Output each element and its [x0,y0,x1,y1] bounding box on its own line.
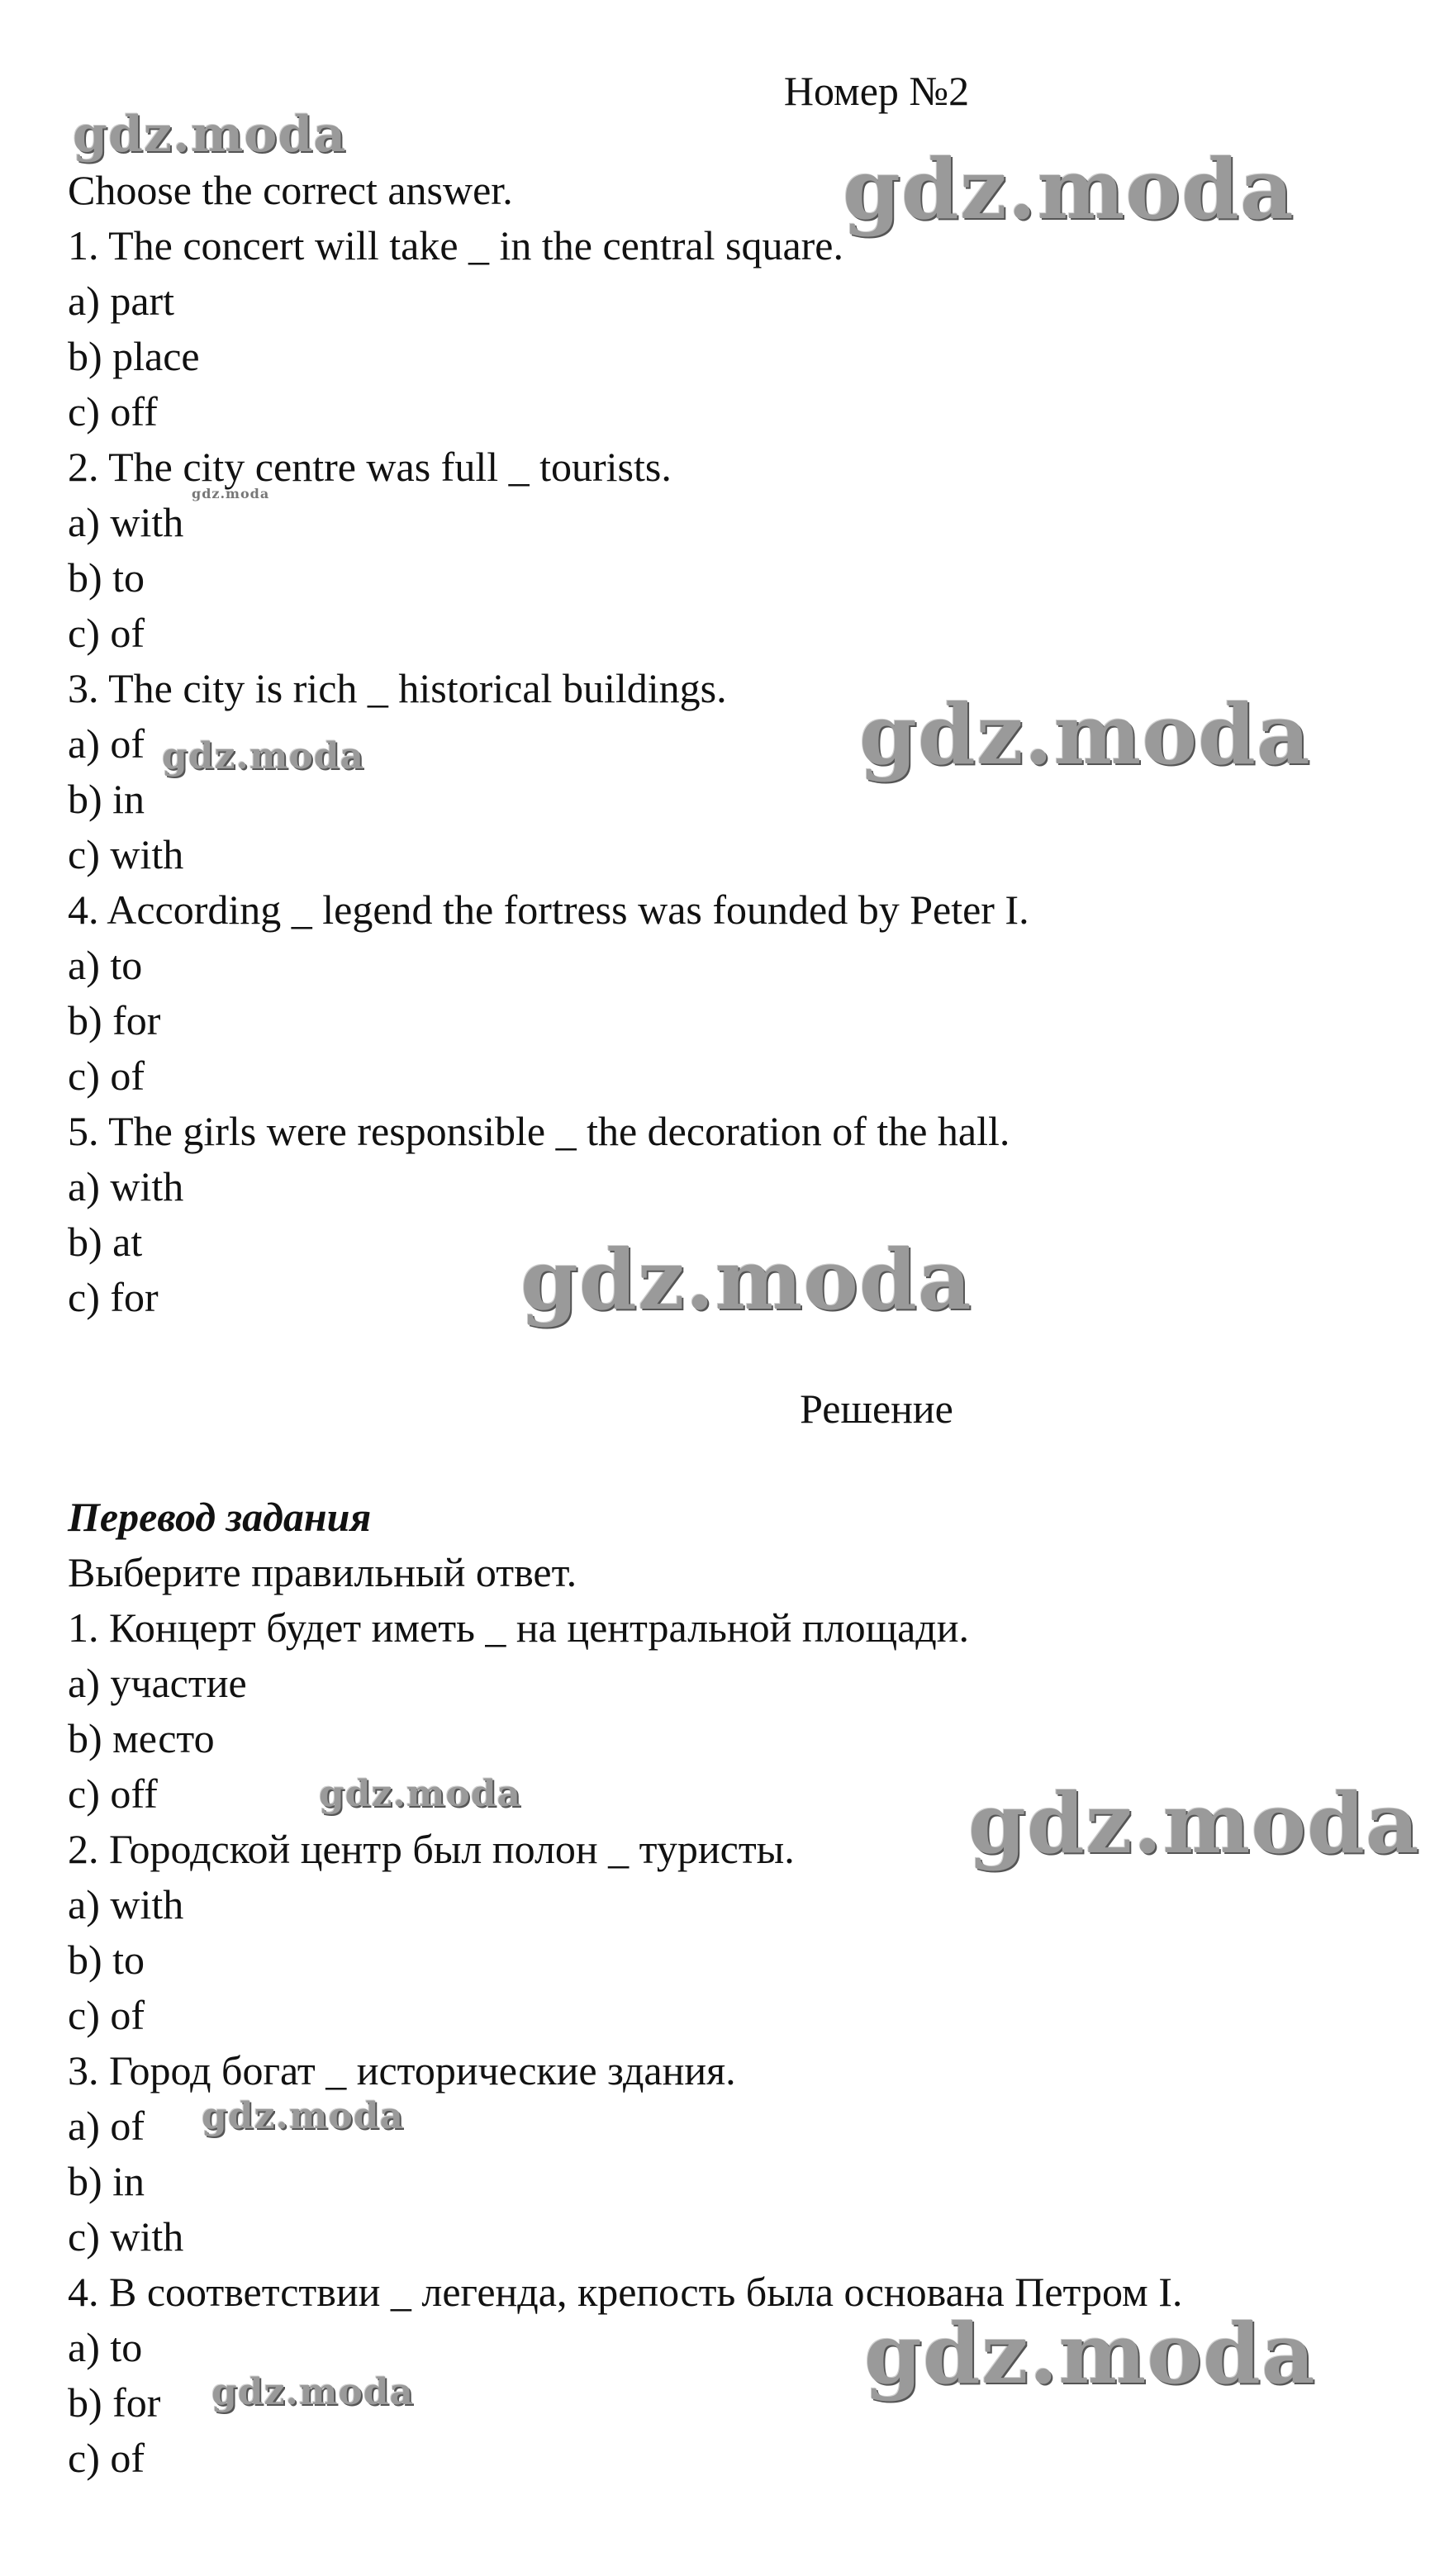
option-2a: a) with [68,499,184,545]
watermark: gdz.moda [202,2095,405,2137]
watermark: gdz.moda [211,2371,415,2413]
option-5c: c) for [68,1274,159,1320]
option-4b: b) for [68,997,161,1043]
watermark: gdz.moda [520,1231,972,1328]
tr-option-2c: c) of [68,1992,145,2038]
watermark: gdz.moda [843,140,1295,238]
tr-option-1b: b) место [68,1715,215,1761]
option-1b: b) place [68,333,200,379]
watermark: gdz.moda [968,1775,1420,1872]
option-2c: c) of [68,610,145,656]
tr-option-3c: c) with [68,2213,184,2260]
translation-instruction: Выберите правильный ответ. [68,1549,577,1595]
translation-heading: Перевод задания [68,1494,372,1540]
solution-heading: Решение [800,1385,953,1432]
tr-question-4: 4. В соответствии _ легенда, крепость была основана Петром I. [68,2269,1183,2315]
option-1c: c) off [68,388,158,435]
option-3a: a) of [68,720,145,767]
watermark: gdz.moda [859,686,1311,783]
page-title: Номер №2 [783,68,970,114]
question-1: 1. The concert will take _ in the central square. [68,222,843,269]
tr-option-3a: a) of [68,2103,145,2149]
question-3: 3. The city is rich _ historical buildings. [68,665,727,711]
option-1a: a) part [68,278,175,324]
watermark: gdz.moda [192,486,270,501]
tr-option-4a: a) to [68,2324,143,2370]
tr-option-2b: b) to [68,1937,145,1983]
task-instruction: Choose the correct answer. [68,167,513,213]
tr-option-2a: a) with [68,1881,184,1927]
tr-option-1c: c) off [68,1770,158,1817]
option-4a: a) to [68,942,143,988]
tr-option-1a: a) участие [68,1660,247,1706]
watermark: gdz.moda [73,106,347,164]
tr-option-4b: b) for [68,2379,161,2426]
watermark: gdz.moda [162,735,365,777]
option-5a: a) with [68,1163,184,1210]
tr-question-2: 2. Городской центр был полон _ туристы. [68,1826,795,1872]
tr-option-3b: b) in [68,2158,145,2204]
option-3b: b) in [68,776,145,822]
question-2: 2. The city centre was full _ tourists. [68,444,672,490]
question-4: 4. According _ legend the fortress was founded by Peter I. [68,886,1029,933]
option-2b: b) to [68,554,145,601]
watermark: gdz.moda [319,1773,522,1815]
tr-option-4c: c) of [68,2435,145,2481]
watermark: gdz.moda [864,2305,1316,2403]
option-4c: c) of [68,1053,145,1099]
tr-question-1: 1. Концерт будет иметь _ на центральной площади. [68,1604,969,1651]
option-3c: c) with [68,831,184,877]
question-5: 5. The girls were responsible _ the decoration of the hall. [68,1108,1010,1154]
option-5b: b) at [68,1219,143,1265]
tr-question-3: 3. Город богат _ исторические здания. [68,2047,736,2094]
